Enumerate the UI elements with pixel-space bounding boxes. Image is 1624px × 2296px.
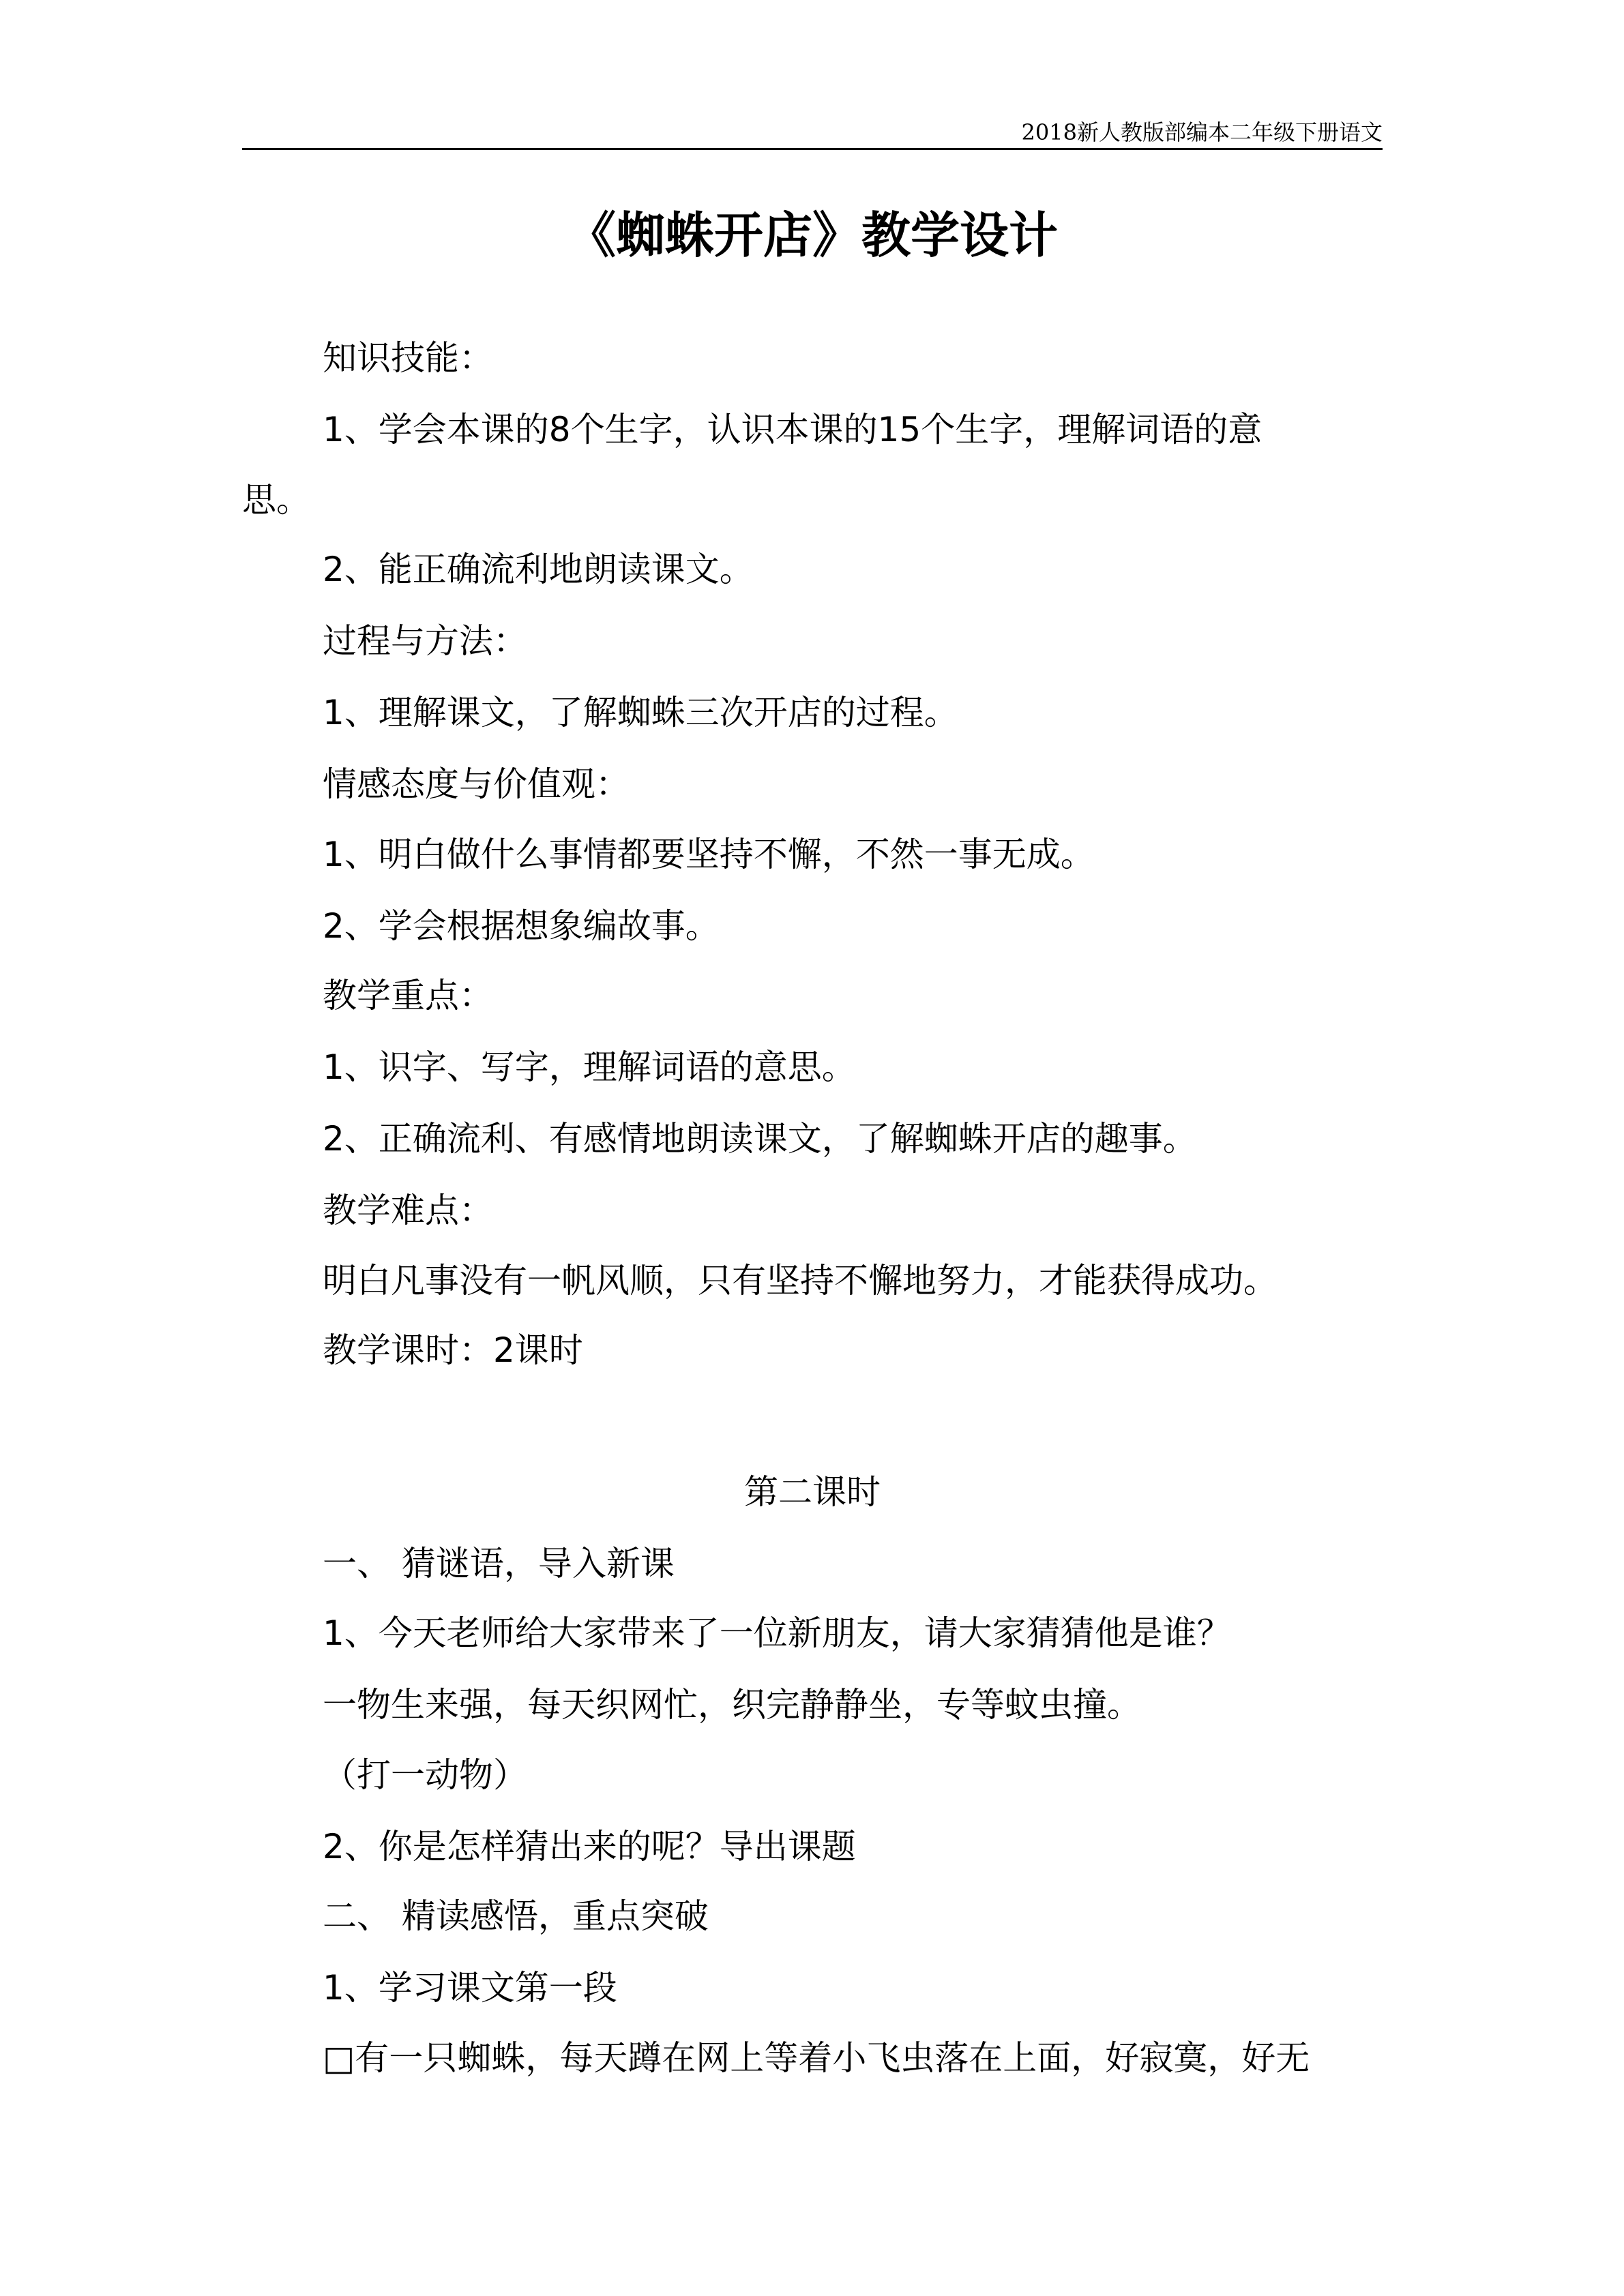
riddle-hint: （打一动物）: [323, 1755, 527, 1795]
paragraph-line: 2、学会根据想象编故事。: [323, 906, 720, 946]
section-heading-part-two: 二、 精读感悟，重点突破: [323, 1896, 709, 1936]
section-heading-second-lesson: 第二课时: [744, 1472, 881, 1512]
paragraph-line: 1、学习课文第一段: [323, 1968, 617, 2008]
paragraph-line: 1、识字、写字，理解词语的意思。: [323, 1047, 856, 1087]
page-header: 2018新人教版部编本二年级下册语文: [1021, 119, 1383, 145]
paragraph-line: 明白凡事没有一帆风顺，只有坚持不懈地努力，才能获得成功。: [323, 1261, 1278, 1300]
paragraph-line: 1、明白做什么事情都要坚持不懈，不然一事无成。: [323, 835, 1095, 874]
paragraph-line: 2、正确流利、有感情地朗读课文，了解蜘蛛开店的趣事。: [323, 1119, 1197, 1159]
paragraph-line: 1、今天老师给大家带来了一位新朋友，请大家猜猜他是谁？: [323, 1613, 1231, 1653]
heading-process-method: 过程与方法：: [323, 621, 527, 661]
paragraph-line: 2、你是怎样猜出来的呢？导出课题: [323, 1827, 856, 1866]
heading-teaching-focus: 教学重点：: [323, 976, 493, 1015]
document-body: [242, 0, 1383, 2296]
paragraph-line: 思。: [242, 480, 310, 520]
heading-knowledge-skills: 知识技能：: [323, 338, 493, 378]
section-heading-part-one: 一、 猜谜语，导入新课: [323, 1544, 675, 1583]
heading-teaching-difficulty: 教学难点：: [323, 1191, 493, 1230]
document-title: 《蜘蛛开店》教学设计: [566, 207, 1058, 264]
paragraph-line: 2、能正确流利地朗读课文。: [323, 550, 754, 589]
paragraph-line: 1、学会本课的8个生字，认识本课的15个生字，理解词语的意: [323, 410, 1263, 449]
riddle-line: 一物生来强，每天织网忙，织完静静坐，专等蚊虫撞。: [323, 1685, 1141, 1725]
teaching-hours: 教学课时：2课时: [323, 1330, 583, 1370]
paragraph-line: 1、理解课文，了解蜘蛛三次开店的过程。: [323, 693, 958, 732]
paragraph-line: □有一只蜘蛛，每天蹲在网上等着小飞虫落在上面，好寂寞，好无: [323, 2038, 1310, 2078]
heading-emotion-attitude: 情感态度与价值观：: [323, 764, 630, 804]
